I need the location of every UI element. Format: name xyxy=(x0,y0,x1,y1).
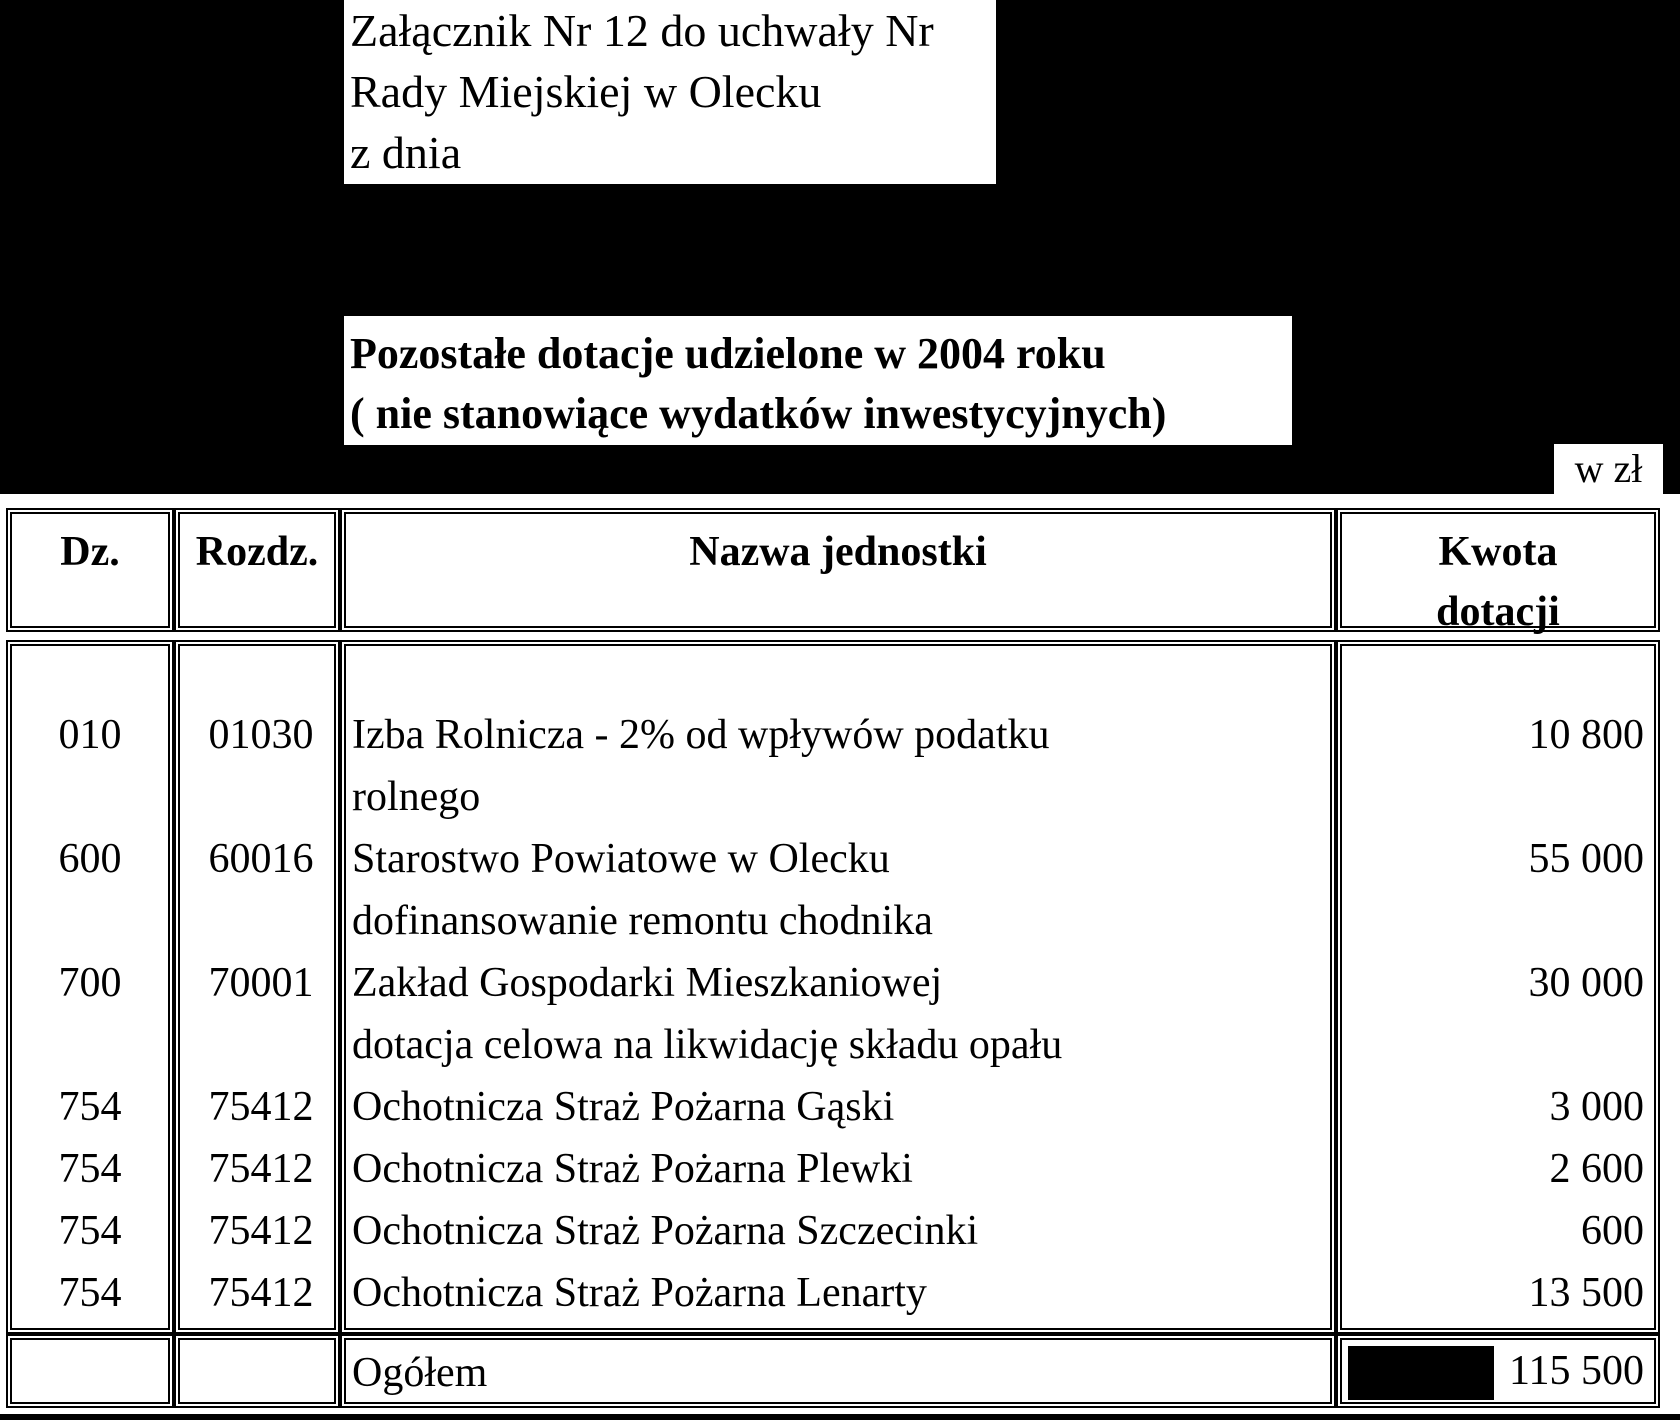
column-header-dz-label: Dz. xyxy=(60,529,120,575)
table-row-nazwa: Ochotnicza Straż Pożarna Lenarty xyxy=(352,1270,927,1316)
table-row-nazwa: Ochotnicza Straż Pożarna Plewki xyxy=(352,1146,913,1192)
title-line-2: ( nie stanowiące wydatków inwestycyjnych) xyxy=(350,389,1167,438)
column-header-rozdz xyxy=(174,508,340,632)
header-line-1: Załącznik Nr 12 do uchwały Nr xyxy=(350,5,934,56)
table-row-rozdz: 60016 xyxy=(208,836,314,882)
column-header-kwota-line2: dotacji xyxy=(1436,589,1560,635)
table-row-kwota: 10 800 xyxy=(1528,712,1644,758)
table-row-dz: 010 xyxy=(58,712,122,758)
table-row-dz: 754 xyxy=(58,1084,122,1130)
document-title xyxy=(344,316,1292,445)
table-row-dz: 754 xyxy=(58,1146,122,1192)
table-row-kwota: 30 000 xyxy=(1528,960,1644,1006)
table-row-nazwa-cont: dotacja celowa na likwidację składu opału xyxy=(352,1022,1063,1068)
redaction-bar xyxy=(1348,1346,1494,1400)
column-header-nazwa-label: Nazwa jednostki xyxy=(689,529,987,575)
column-header-kwota-line1: Kwota xyxy=(1438,529,1558,575)
header-line-3: z dnia xyxy=(350,127,462,178)
attachment-header xyxy=(344,0,996,184)
table-row-dz: 754 xyxy=(58,1208,122,1254)
table-row-rozdz: 70001 xyxy=(208,960,314,1006)
total-cell-rozdz xyxy=(174,1334,340,1408)
table-row-nazwa-cont: dofinansowanie remontu chodnika xyxy=(352,898,933,944)
currency-unit: w zł xyxy=(1554,444,1663,494)
table-row-dz: 700 xyxy=(58,960,122,1006)
total-amount: 115 500 xyxy=(1509,1348,1644,1394)
table-row-nazwa: Zakład Gospodarki Mieszkaniowej xyxy=(352,960,943,1006)
column-header-kwota xyxy=(1336,508,1660,635)
table-row-nazwa: Izba Rolnicza - 2% od wpływów podatku xyxy=(352,712,1050,758)
table-row-rozdz: 01030 xyxy=(208,712,314,758)
table-row-nazwa-cont: rolnego xyxy=(352,774,481,820)
column-header-dz xyxy=(6,508,174,632)
table-row-kwota: 55 000 xyxy=(1528,836,1644,882)
grants-table xyxy=(0,494,1680,1414)
table-row-kwota: 2 600 xyxy=(1549,1146,1644,1192)
table-row-kwota: 3 000 xyxy=(1549,1084,1644,1130)
total-cell-label xyxy=(340,1334,1336,1408)
table-row-rozdz: 75412 xyxy=(208,1146,314,1192)
table-row-kwota: 600 xyxy=(1581,1208,1644,1254)
column-header-rozdz-label: Rozdz. xyxy=(195,529,319,575)
title-line-1: Pozostałe dotacje udzielone w 2004 roku xyxy=(350,329,1106,378)
table-row-dz: 600 xyxy=(58,836,122,882)
column-header-nazwa xyxy=(340,508,1336,632)
table-row-nazwa: Ochotnicza Straż Pożarna Szczecinki xyxy=(352,1208,979,1254)
table-row-kwota: 13 500 xyxy=(1528,1270,1644,1316)
table-row-nazwa: Starostwo Powiatowe w Olecku xyxy=(352,836,890,882)
table-row-rozdz: 75412 xyxy=(208,1270,314,1316)
table-row-nazwa: Ochotnicza Straż Pożarna Gąski xyxy=(352,1084,895,1130)
table-row-rozdz: 75412 xyxy=(208,1084,314,1130)
total-cell-dz xyxy=(6,1334,174,1408)
table-row-rozdz: 75412 xyxy=(208,1208,314,1254)
header-line-2: Rady Miejskiej w Olecku xyxy=(350,66,822,117)
total-label: Ogółem xyxy=(352,1350,488,1396)
table-row-dz: 754 xyxy=(58,1270,122,1316)
